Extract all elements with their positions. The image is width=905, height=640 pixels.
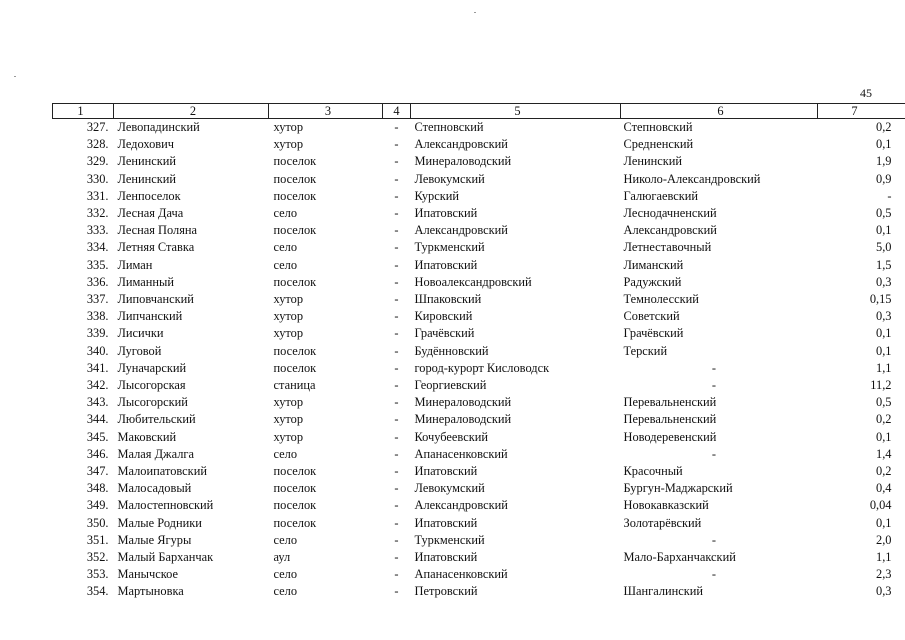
table-row <box>53 566 905 583</box>
marker-cell: - <box>394 206 399 221</box>
settlement-name-cell: Липчанский <box>117 309 183 324</box>
district-cell: Минераловодский <box>414 395 512 410</box>
row-number-cell: 331. <box>86 188 109 203</box>
marker-cell: - <box>394 274 399 289</box>
table-row <box>53 480 905 497</box>
settlement-name-cell: Луначарский <box>117 360 187 375</box>
value-cell: 0,15 <box>869 292 892 307</box>
marker-cell: - <box>394 309 399 324</box>
value-cell: 1,5 <box>876 257 892 272</box>
district-cell: Левокумский <box>414 481 485 496</box>
table-row <box>53 119 905 137</box>
row-number-cell: 347. <box>86 464 109 479</box>
municipality-cell: Золотарёвский <box>623 515 702 530</box>
row-number-cell: 351. <box>86 532 109 547</box>
district-cell: Кочубеевский <box>414 429 488 444</box>
table-row <box>53 308 905 325</box>
value-cell: 0,1 <box>876 137 892 152</box>
value-cell: 1,9 <box>876 154 892 169</box>
settlement-type-cell: хутор <box>273 292 304 307</box>
value-cell: 0,1 <box>876 326 892 341</box>
table-row <box>53 394 905 411</box>
table-row <box>53 377 905 394</box>
value-cell: 0,1 <box>876 429 892 444</box>
settlement-type-cell: поселок <box>273 515 317 530</box>
marker-cell: - <box>394 446 399 461</box>
table-row <box>53 153 905 170</box>
row-number-cell: 350. <box>86 515 109 530</box>
value-cell: 0,5 <box>876 206 892 221</box>
settlement-name-cell: Малостепновский <box>117 498 214 513</box>
municipality-cell: Степновский <box>623 120 693 134</box>
row-number-cell: 337. <box>86 292 109 307</box>
district-cell: Курский <box>414 188 460 203</box>
row-number-cell: 345. <box>86 429 109 444</box>
table-row <box>53 515 905 532</box>
marker-cell: - <box>394 120 399 134</box>
municipality-cell: Терский <box>623 343 668 358</box>
municipality-cell: Галюгаевский <box>623 188 699 203</box>
district-cell: Минераловодский <box>414 154 512 169</box>
row-number-cell: 341. <box>86 360 109 375</box>
table-row <box>53 360 905 377</box>
settlement-name-cell: Маковский <box>117 429 177 444</box>
district-cell: Апанасенковский <box>414 567 508 582</box>
table-row <box>53 205 905 222</box>
marker-cell: - <box>394 171 399 186</box>
table-row <box>53 222 905 239</box>
district-cell: Ипатовский <box>414 206 478 221</box>
value-cell: 1,1 <box>876 360 892 375</box>
row-number-cell: 334. <box>86 240 109 255</box>
municipality-cell: Перевальненский <box>623 395 717 410</box>
settlement-name-cell: Левопадинский <box>117 120 200 134</box>
municipality-cell: - <box>711 567 717 582</box>
settlement-type-cell: село <box>273 446 298 461</box>
value-cell: 2,3 <box>876 567 892 582</box>
district-cell: город-курорт Кисловодск <box>414 360 550 375</box>
settlement-name-cell: Ленинский <box>117 154 176 169</box>
settlement-name-cell: Лесная Поляна <box>117 223 198 238</box>
value-cell: 0,5 <box>876 395 892 410</box>
settlement-name-cell: Лысогорская <box>117 378 186 393</box>
settlement-type-cell: поселок <box>273 481 317 496</box>
column-header-1: 1 <box>53 104 114 119</box>
row-number-cell: 329. <box>86 154 109 169</box>
municipality-cell: - <box>711 378 717 393</box>
district-cell: Левокумский <box>414 171 485 186</box>
value-cell: 11,2 <box>870 378 892 393</box>
table-row <box>53 463 905 480</box>
district-cell: Новоалександровский <box>414 274 532 289</box>
settlement-type-cell: поселок <box>273 171 317 186</box>
municipality-cell: Темнолесский <box>623 292 699 307</box>
scan-speck <box>14 76 16 77</box>
row-number-cell: 343. <box>86 395 109 410</box>
municipality-cell: Ленинский <box>623 154 682 169</box>
settlement-name-cell: Ленинский <box>117 171 176 186</box>
marker-cell: - <box>394 395 399 410</box>
row-number-cell: 328. <box>86 137 109 152</box>
settlement-type-cell: хутор <box>273 309 304 324</box>
settlement-type-cell: село <box>273 240 298 255</box>
column-header-4: 4 <box>383 104 411 119</box>
column-header-7: 7 <box>818 104 905 119</box>
table-row <box>53 136 905 153</box>
settlement-name-cell: Лесная Дача <box>117 206 184 221</box>
marker-cell: - <box>394 343 399 358</box>
settlement-type-cell: хутор <box>273 429 304 444</box>
marker-cell: - <box>394 464 399 479</box>
marker-cell: - <box>394 550 399 565</box>
table-row <box>53 429 905 446</box>
municipality-cell: - <box>711 360 717 375</box>
row-number-cell: 336. <box>86 274 109 289</box>
settlement-name-cell: Летняя Ставка <box>117 240 195 255</box>
settlement-type-cell: поселок <box>273 274 317 289</box>
row-number-cell: 338. <box>86 309 109 324</box>
table-row <box>53 583 905 600</box>
table-row <box>53 257 905 274</box>
settlement-name-cell: Малая Джалга <box>117 446 194 461</box>
column-header-5: 5 <box>411 104 621 119</box>
municipality-cell: Александровский <box>623 223 717 238</box>
district-cell: Кировский <box>414 309 473 324</box>
municipality-cell: Перевальненский <box>623 412 717 427</box>
settlement-type-cell: поселок <box>273 498 317 513</box>
row-number-cell: 353. <box>86 567 109 582</box>
district-cell: Степновский <box>414 120 484 134</box>
row-number-cell: 348. <box>86 481 109 496</box>
district-cell: Минераловодский <box>414 412 512 427</box>
row-number-cell: 330. <box>86 171 109 186</box>
settlement-type-cell: поселок <box>273 464 317 479</box>
municipality-cell: Средненский <box>623 137 694 152</box>
municipality-cell: Радужский <box>623 274 682 289</box>
table-row <box>53 188 905 205</box>
marker-cell: - <box>394 292 399 307</box>
settlement-name-cell: Лиман <box>117 257 153 272</box>
marker-cell: - <box>394 429 399 444</box>
row-number-cell: 349. <box>86 498 109 513</box>
value-cell: - <box>887 188 892 203</box>
district-cell: Будённовский <box>414 343 489 358</box>
settlement-type-cell: хутор <box>273 120 304 134</box>
settlement-name-cell: Лисички <box>117 326 164 341</box>
row-number-cell: 340. <box>86 343 109 358</box>
table-row <box>53 411 905 428</box>
municipality-cell: Бургун-Маджарский <box>623 481 733 496</box>
district-cell: Туркменский <box>414 240 485 255</box>
settlement-type-cell: село <box>273 567 298 582</box>
settlement-type-cell: село <box>273 532 298 547</box>
marker-cell: - <box>394 326 399 341</box>
value-cell: 0,2 <box>876 120 892 134</box>
settlements-table <box>52 103 905 601</box>
value-cell: 1,4 <box>876 446 892 461</box>
value-cell: 0,2 <box>876 464 892 479</box>
municipality-cell: Мало-Барханчакский <box>623 550 736 565</box>
row-number-cell: 354. <box>86 584 109 599</box>
marker-cell: - <box>394 378 399 393</box>
district-cell: Петровский <box>414 584 478 599</box>
value-cell: 0,1 <box>876 343 892 358</box>
row-number-cell: 332. <box>86 206 109 221</box>
municipality-cell: - <box>711 446 717 461</box>
settlement-type-cell: хутор <box>273 137 304 152</box>
settlement-name-cell: Луговой <box>117 343 162 358</box>
row-number-cell: 342. <box>86 378 109 393</box>
value-cell: 0,4 <box>876 481 892 496</box>
row-number-cell: 333. <box>86 223 109 238</box>
municipality-cell: Леснодачненский <box>623 206 717 221</box>
marker-cell: - <box>394 360 399 375</box>
marker-cell: - <box>394 498 399 513</box>
settlement-name-cell: Малые Родники <box>117 515 202 530</box>
municipality-cell: Николо-Александровский <box>623 171 761 186</box>
value-cell: 0,9 <box>876 171 892 186</box>
district-cell: Шпаковский <box>414 292 482 307</box>
column-header-2: 2 <box>114 104 269 119</box>
row-number-cell: 335. <box>86 257 109 272</box>
settlement-type-cell: станица <box>273 378 316 393</box>
district-cell: Ипатовский <box>414 257 478 272</box>
table-row <box>53 239 905 256</box>
marker-cell: - <box>394 240 399 255</box>
settlement-type-cell: поселок <box>273 188 317 203</box>
value-cell: 1,1 <box>876 550 892 565</box>
marker-cell: - <box>394 481 399 496</box>
district-cell: Апанасенковский <box>414 446 508 461</box>
settlement-type-cell: поселок <box>273 154 317 169</box>
district-cell: Александровский <box>414 137 508 152</box>
municipality-cell: Шангалинский <box>623 584 704 599</box>
table-row <box>53 343 905 360</box>
marker-cell: - <box>394 412 399 427</box>
value-cell: 5,0 <box>876 240 892 255</box>
settlement-type-cell: село <box>273 257 298 272</box>
settlement-name-cell: Ленпоселок <box>117 188 181 203</box>
table-row <box>53 497 905 514</box>
marker-cell: - <box>394 154 399 169</box>
municipality-cell: Лиманский <box>623 257 684 272</box>
row-number-cell: 346. <box>86 446 109 461</box>
settlement-name-cell: Липовчанский <box>117 292 194 307</box>
marker-cell: - <box>394 137 399 152</box>
settlement-type-cell: хутор <box>273 326 304 341</box>
marker-cell: - <box>394 223 399 238</box>
column-number-header <box>53 104 905 119</box>
district-cell: Ипатовский <box>414 515 478 530</box>
municipality-cell: Летнеставочный <box>623 240 712 255</box>
column-header-6: 6 <box>621 104 818 119</box>
district-cell: Ипатовский <box>414 550 478 565</box>
marker-cell: - <box>394 584 399 599</box>
table-row <box>53 274 905 291</box>
settlement-type-cell: хутор <box>273 412 304 427</box>
value-cell: 0,2 <box>876 412 892 427</box>
settlement-name-cell: Мартыновка <box>117 584 184 599</box>
marker-cell: - <box>394 188 399 203</box>
row-number-cell: 344. <box>86 412 109 427</box>
table-row <box>53 446 905 463</box>
district-cell: Туркменский <box>414 532 485 547</box>
settlement-type-cell: село <box>273 584 298 599</box>
settlement-type-cell: село <box>273 206 298 221</box>
settlement-name-cell: Ледохович <box>117 137 174 152</box>
settlement-name-cell: Малоипатовский <box>117 464 207 479</box>
settlement-type-cell: аул <box>273 550 291 565</box>
settlement-type-cell: поселок <box>273 360 317 375</box>
table-body <box>53 119 905 601</box>
row-number-cell: 339. <box>86 326 109 341</box>
table-row <box>53 549 905 566</box>
district-cell: Грачёвский <box>414 326 475 341</box>
municipality-cell: Советский <box>623 309 680 324</box>
value-cell: 2,0 <box>876 532 892 547</box>
settlement-type-cell: поселок <box>273 343 317 358</box>
value-cell: 0,1 <box>876 515 892 530</box>
municipality-cell: Новокавказский <box>623 498 709 513</box>
municipality-cell: Грачёвский <box>623 326 684 341</box>
row-number-cell: 327. <box>86 120 109 134</box>
marker-cell: - <box>394 532 399 547</box>
municipality-cell: Новодеревенский <box>623 429 717 444</box>
settlement-type-cell: поселок <box>273 223 317 238</box>
settlement-name-cell: Лысогорский <box>117 395 188 410</box>
settlement-type-cell: хутор <box>273 395 304 410</box>
table-row <box>53 171 905 188</box>
marker-cell: - <box>394 257 399 272</box>
table-row <box>53 325 905 342</box>
settlement-name-cell: Малосадовый <box>117 481 192 496</box>
district-cell: Георгиевский <box>414 378 487 393</box>
value-cell: 0,3 <box>876 274 892 289</box>
page-number: 45 <box>860 86 872 100</box>
table-row <box>53 532 905 549</box>
settlement-name-cell: Любительский <box>117 412 196 427</box>
municipality-cell: Красочный <box>623 464 683 479</box>
district-cell: Александровский <box>414 223 508 238</box>
table-row <box>53 291 905 308</box>
value-cell: 0,3 <box>876 309 892 324</box>
settlement-name-cell: Манычское <box>117 567 178 582</box>
district-cell: Ипатовский <box>414 464 478 479</box>
settlement-name-cell: Лиманный <box>117 274 175 289</box>
value-cell: 0,3 <box>876 584 892 599</box>
marker-cell: - <box>394 515 399 530</box>
value-cell: 0,1 <box>876 223 892 238</box>
settlement-name-cell: Малые Ягуры <box>117 532 192 547</box>
settlement-name-cell: Малый Барханчак <box>117 550 214 565</box>
scan-speck <box>474 12 476 13</box>
column-header-3: 3 <box>269 104 383 119</box>
municipality-cell: - <box>711 532 717 547</box>
value-cell: 0,04 <box>869 498 892 513</box>
row-number-cell: 352. <box>86 550 109 565</box>
marker-cell: - <box>394 567 399 582</box>
district-cell: Александровский <box>414 498 508 513</box>
